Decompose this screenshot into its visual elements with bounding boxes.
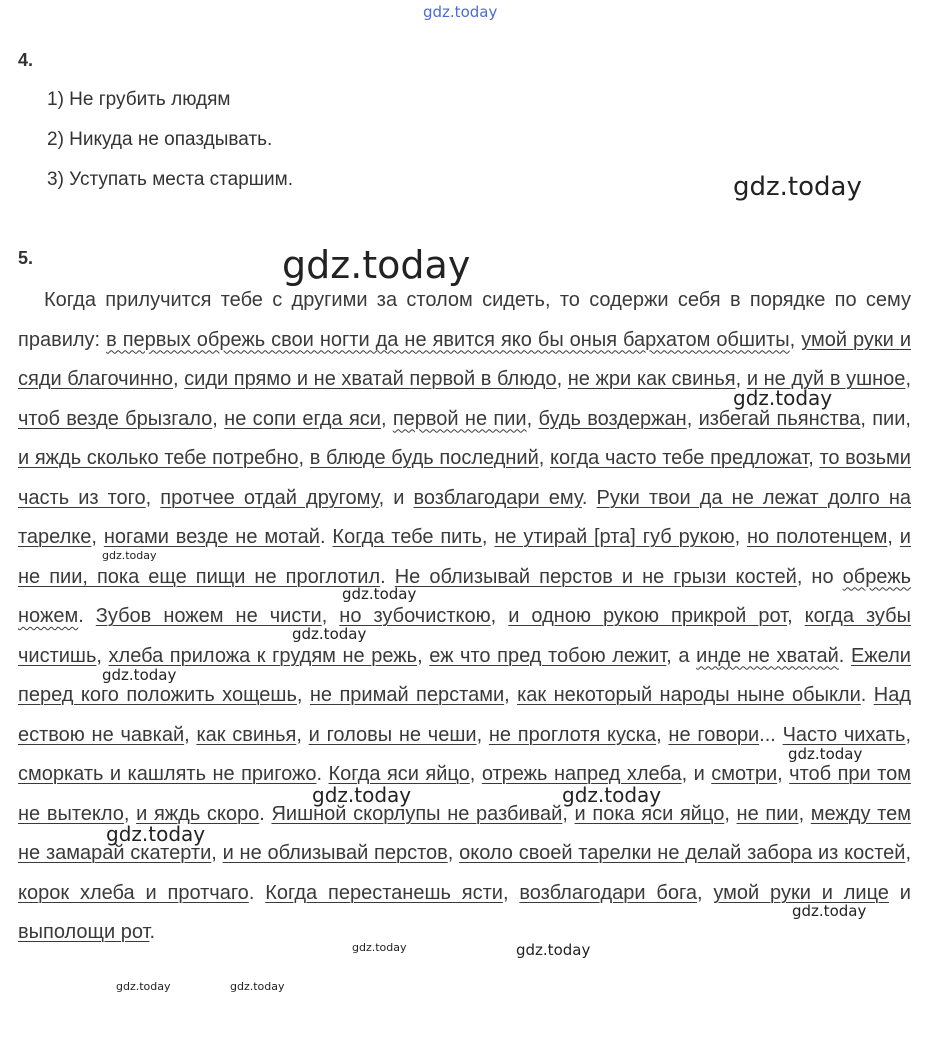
text-run: ,: [656, 723, 669, 746]
text-run: , и: [681, 763, 712, 785]
text-run: ,: [724, 802, 737, 825]
underlined-phrase: Над ествою не чавкай: [18, 684, 911, 746]
underlined-phrase: умой руки и сяди благочинно: [18, 328, 911, 390]
text-run: ,: [798, 802, 811, 825]
watermark-small: gdz.today: [102, 666, 177, 684]
text-run: ,: [562, 802, 575, 825]
text-run: ,: [91, 526, 104, 548]
underlined-phrase: смотри: [711, 763, 778, 785]
underlined-phrase: и не дуй в ушное: [746, 368, 906, 390]
text-run: ,: [789, 328, 802, 351]
underlined-phrase: чтоб при том не вытекло: [18, 763, 911, 825]
underlined-phrase: будь воздержан: [538, 407, 687, 430]
text-run: ,: [476, 723, 489, 746]
text-run: .: [248, 881, 266, 904]
text-run: и: [888, 881, 911, 904]
watermark-small: gdz.today: [352, 941, 407, 954]
underlined-phrase: хлеба приложа к грудям не режь: [108, 644, 418, 667]
underlined-phrase: Ежели перед кого положить хощешь: [18, 644, 911, 706]
underlined-phrase: но полотенцем: [747, 526, 888, 548]
text-run: ,: [380, 407, 393, 430]
text-run: .: [259, 802, 272, 825]
text-run: ,: [417, 644, 430, 667]
underlined-phrase: и не пии, пока еще пищи не проглотил: [18, 526, 911, 588]
underlined-phrase: около своей тарелки не делай забора из костей: [459, 842, 906, 864]
underlined-phrase: инде не хватай: [696, 644, 839, 667]
watermark-small: gdz.today: [562, 783, 662, 807]
text-run: ,: [556, 368, 568, 390]
watermark-small: gdz.today: [342, 585, 417, 603]
text-run: ,: [481, 526, 495, 548]
text-run: Когда прилучится тебе с другими за столом сидеть, то содержи себя в порядке по сему правилу:: [18, 289, 911, 351]
watermark-small: gdz.today: [792, 902, 867, 920]
underlined-phrase: Когда яси яйцо: [328, 763, 470, 785]
text-run: ,: [538, 447, 550, 469]
text-run: ,: [504, 684, 518, 706]
underlined-phrase: в блюде будь последний: [309, 447, 539, 469]
text-run: ,: [172, 368, 185, 390]
underlined-phrase: ногами везде не мотай: [103, 526, 320, 548]
underlined-phrase: Когда перестанешь ясти: [265, 881, 503, 904]
text-run: .: [581, 486, 597, 509]
watermark-small: gdz.today: [230, 980, 285, 993]
underlined-phrase: первой не пии: [392, 407, 527, 430]
text-run: ,: [686, 407, 699, 430]
underlined-phrase: сиди прямо и не хватай первой в блюдо: [184, 368, 557, 390]
underlined-phrase: и яждь скоро: [136, 802, 260, 825]
underlined-phrase: избегай пьянства: [698, 407, 861, 430]
text-run: ,: [502, 881, 520, 904]
watermark-small: gdz.today: [116, 980, 171, 993]
watermark-small: gdz.today: [733, 386, 833, 410]
underlined-phrase: еж что пред тобою лежит: [429, 644, 667, 667]
underlined-phrase: когда часто тебе предложат: [550, 447, 809, 469]
text-run: ,: [296, 723, 309, 746]
underlined-phrase: и не облизывай перстов: [222, 842, 448, 864]
underlined-phrase: умой руки и лице: [713, 881, 889, 904]
underlined-phrase: отрежь напред хлеба: [481, 763, 682, 785]
text-run: ,: [211, 842, 223, 864]
task4-item-3: 3) Уступать места старшим.: [47, 169, 293, 190]
text-run: ,: [735, 368, 747, 390]
text-run: ,: [490, 605, 509, 627]
underlined-phrase: и яждь сколько тебе потребно: [18, 447, 299, 469]
watermark-small: gdz.today: [292, 625, 367, 643]
text-run: ,: [321, 605, 340, 627]
text-run: ,: [298, 447, 310, 469]
underlined-phrase: в первых обрежь свои ногти да не явится яко бы оныя бархатом обшиты: [106, 328, 790, 351]
text-run: .: [78, 605, 96, 627]
text-run: ,: [808, 447, 820, 469]
watermark-small: gdz.today: [102, 549, 157, 562]
underlined-phrase: Руки твои да не лежат долго на тарелке: [18, 486, 912, 548]
text-run: ,: [905, 368, 911, 390]
underlined-phrase: то возьми часть из того: [18, 447, 911, 509]
underlined-phrase: не проглотя куска: [488, 723, 657, 746]
task4-item-1: 1) Не грубить людям: [47, 89, 231, 110]
text-run: ,: [145, 486, 161, 509]
underlined-phrase: корок хлеба и протчаго: [18, 881, 249, 904]
underlined-phrase: не жри как свинья: [567, 368, 736, 390]
watermark-small: gdz.today: [106, 822, 206, 846]
text-run: ,: [123, 802, 137, 825]
watermark-large-center: gdz.today: [282, 243, 471, 287]
text-run: ,: [777, 763, 790, 785]
text-run: ,: [96, 644, 109, 667]
underlined-phrase: и пока яси яйцо: [574, 802, 725, 825]
text-run: ,: [734, 526, 748, 548]
underlined-phrase: Не облизывай перстов и не грызи костей: [394, 565, 797, 588]
text-run: ,: [296, 684, 310, 706]
text-run: ,: [696, 881, 714, 904]
underlined-phrase: между тем не замарай скатерти: [18, 802, 911, 864]
underlined-phrase: как некоторый народы ныне обыкли: [517, 684, 861, 706]
text-run: ,: [905, 723, 912, 746]
text-run: , но: [796, 565, 843, 588]
task-number-4: 4.: [18, 50, 34, 70]
text-run: ,: [212, 407, 225, 430]
text-run: ,: [447, 842, 460, 864]
text-run: ,: [469, 763, 482, 785]
underlined-phrase: выполощи рот: [18, 921, 150, 943]
text-run: ,: [526, 407, 539, 430]
text-run: .: [149, 921, 156, 943]
task5-paragraph: [18, 281, 911, 953]
watermark-top: gdz.today: [423, 3, 498, 21]
text-run: .: [838, 644, 851, 667]
underlined-phrase: и одною рукою прикрой рот: [508, 605, 788, 627]
underlined-phrase: не сопи егда яси: [224, 407, 381, 430]
underlined-phrase: Когда тебе пить: [332, 526, 482, 548]
underlined-phrase: сморкать и кашлять не пригожо: [18, 763, 317, 785]
text-run: ,: [184, 723, 197, 746]
text-run: , а: [666, 644, 697, 667]
text-run: .: [860, 684, 874, 706]
text-run: .: [319, 526, 333, 548]
underlined-phrase: чтоб везде брызгало: [18, 407, 213, 430]
watermark-large-right: gdz.today: [733, 172, 862, 202]
text-run: , и: [378, 486, 414, 509]
underlined-phrase: не говори: [668, 723, 760, 746]
text-run: ,: [887, 526, 900, 548]
underlined-phrase: протчее отдай другому: [160, 486, 379, 509]
task4-item-2: 2) Никуда не опаздывать.: [47, 129, 273, 150]
underlined-phrase: не утирай [рта] губ рукою: [494, 526, 735, 548]
underlined-phrase: когда зубы чистишь: [18, 605, 911, 667]
underlined-phrase: и головы не чеши: [308, 723, 477, 746]
text-run: , пии,: [860, 407, 911, 430]
underlined-phrase: Зубов ножем не чисти: [95, 605, 322, 627]
watermark-small: gdz.today: [788, 745, 863, 763]
underlined-phrase: возблагодари бога: [519, 881, 697, 904]
underlined-phrase: обрежь ножем: [18, 565, 912, 627]
underlined-phrase: как свинья: [196, 723, 297, 746]
underlined-phrase: но зубочисткою: [339, 605, 491, 627]
watermark-small: gdz.today: [516, 941, 591, 959]
text-run: ...: [759, 723, 783, 746]
text-run: ,: [905, 842, 912, 864]
underlined-phrase: возблагодари ему: [413, 486, 582, 509]
underlined-phrase: не примай перстами: [309, 684, 505, 706]
underlined-phrase: Яишной скорлупы не разбивай: [271, 802, 563, 825]
underlined-phrase: Часто чихать: [782, 723, 906, 746]
text-run: .: [380, 565, 395, 588]
text-run: ,: [787, 605, 805, 627]
watermark-small: gdz.today: [312, 783, 412, 807]
task-number-5: 5.: [18, 248, 34, 268]
text-run: .: [316, 763, 329, 785]
underlined-phrase: не пии: [736, 802, 799, 825]
